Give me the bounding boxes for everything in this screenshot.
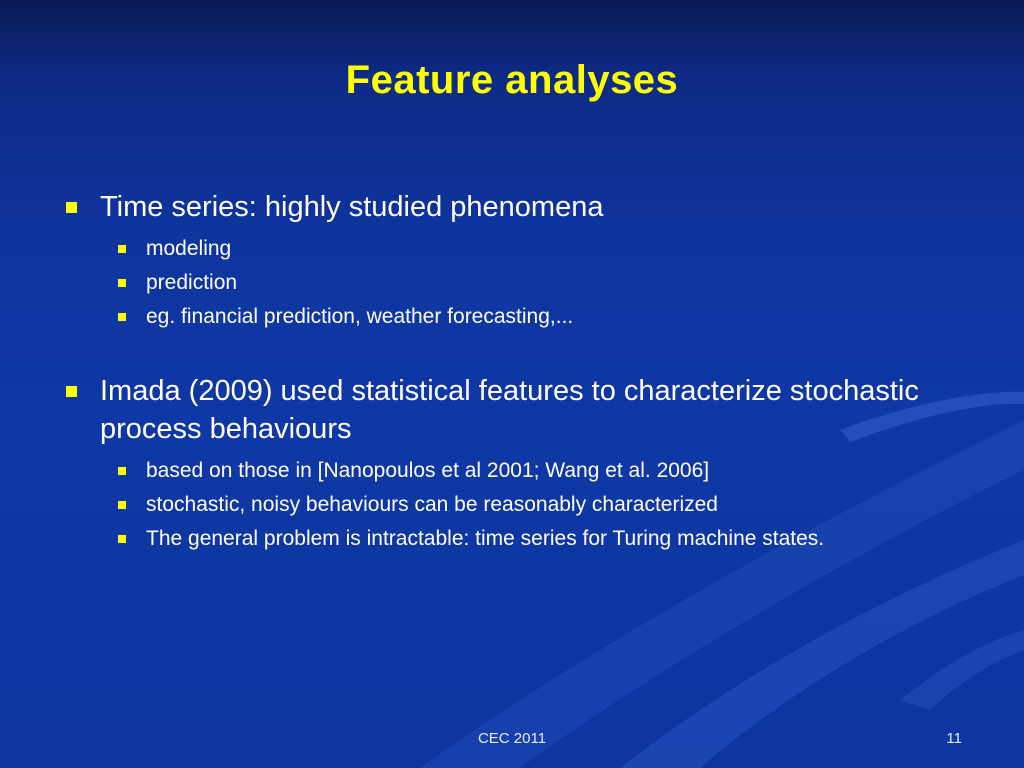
square-bullet-icon xyxy=(66,386,77,397)
slide-number: 11 xyxy=(946,730,962,747)
bullet-2 xyxy=(62,372,962,448)
square-bullet-icon xyxy=(118,279,126,287)
square-bullet-icon xyxy=(118,313,126,321)
slide-content xyxy=(62,188,962,554)
sub-bullet-text: modeling xyxy=(146,237,232,260)
sub-bullet xyxy=(62,490,962,520)
sub-bullet-text: based on those in [Nanopoulos et al 2001; Wang et al. 2006] xyxy=(146,459,710,482)
sub-bullet xyxy=(62,268,962,298)
sub-bullet xyxy=(62,302,962,332)
bullet-1-text: Time series: highly studied phenomena xyxy=(100,191,604,223)
sub-bullet-text: The general problem is intractable: time series for Turing machine states. xyxy=(146,527,825,550)
square-bullet-icon xyxy=(118,467,126,475)
square-bullet-icon xyxy=(66,202,77,213)
sub-bullet-text: eg. financial prediction, weather forecasting,... xyxy=(146,305,574,328)
square-bullet-icon xyxy=(118,245,126,253)
bullet-1 xyxy=(62,188,962,226)
sub-bullet xyxy=(62,456,962,486)
sub-bullet xyxy=(62,234,962,264)
sub-bullet-text: stochastic, noisy behaviours can be reasonably characterized xyxy=(146,493,718,516)
sub-bullet-text: prediction xyxy=(146,271,238,294)
footer-conference: CEC 2011 xyxy=(477,730,547,747)
square-bullet-icon xyxy=(118,501,126,509)
slide-title: Feature analyses xyxy=(345,58,679,102)
sub-bullet xyxy=(62,524,962,554)
square-bullet-icon xyxy=(118,535,126,543)
bullet-2-text: Imada (2009) used statistical features to characterize stochastic process behaviours xyxy=(100,375,919,445)
